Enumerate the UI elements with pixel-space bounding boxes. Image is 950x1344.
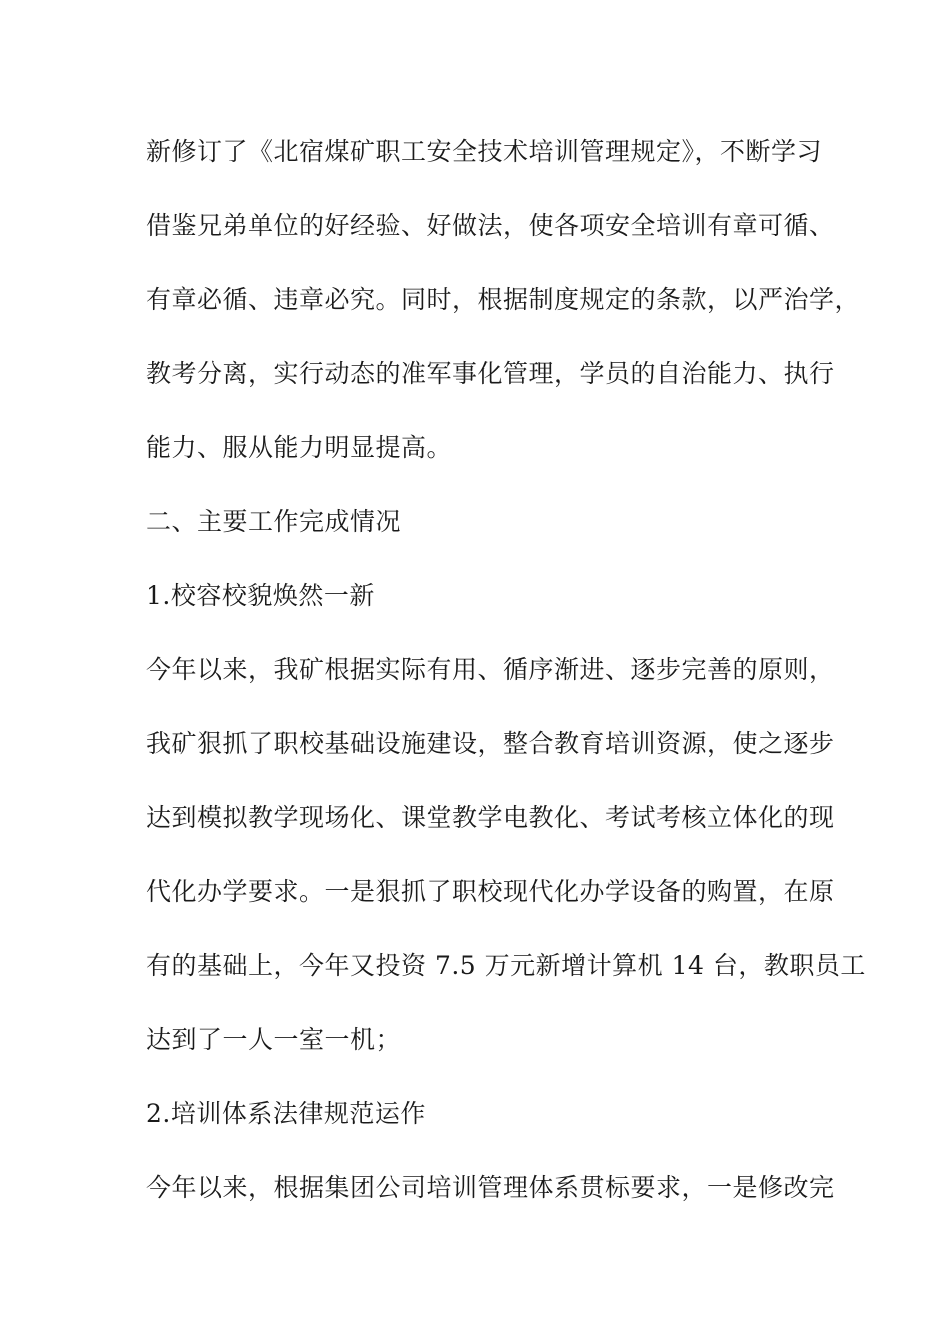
- paragraph-line: 新修订了《北宿煤矿职工安全技术培训管理规定》，不断学习: [146, 137, 823, 166]
- paragraph-line: 教考分离，实行动态的准军事化管理，学员的自治能力、执行: [146, 359, 835, 388]
- paragraph-line: 代化办学要求。一是狠抓了职校现代化办学设备的购置，在原: [146, 877, 835, 906]
- paragraph-line: 我矿狠抓了职校基础设施建设，整合教育培训资源，使之逐步: [146, 729, 835, 758]
- section-heading: 二、主要工作完成情况: [146, 507, 402, 536]
- paragraph-line: 今年以来，根据集团公司培训管理体系贯标要求，一是修改完: [146, 1173, 835, 1202]
- paragraph-line: 今年以来，我矿根据实际有用、循序渐进、逐步完善的原则，: [146, 655, 835, 684]
- subsection-heading: 2.培训体系法律规范运作: [146, 1099, 426, 1128]
- paragraph-line: 借鉴兄弟单位的好经验、好做法，使各项安全培训有章可循、: [146, 211, 835, 240]
- paragraph-line: 有章必循、违章必究。同时，根据制度规定的条款，以严治学，: [146, 285, 861, 314]
- paragraph-line: 达到模拟教学现场化、课堂教学电教化、考试考核立体化的现: [146, 803, 835, 832]
- subsection-heading: 1.校容校貌焕然一新: [146, 581, 375, 610]
- paragraph-line: 能力、服从能力明显提高。: [146, 433, 453, 462]
- paragraph-line: 达到了一人一室一机；: [146, 1025, 402, 1054]
- paragraph-line: 有的基础上，今年又投资 7.5 万元新增计算机 14 台，教职员工: [146, 951, 866, 980]
